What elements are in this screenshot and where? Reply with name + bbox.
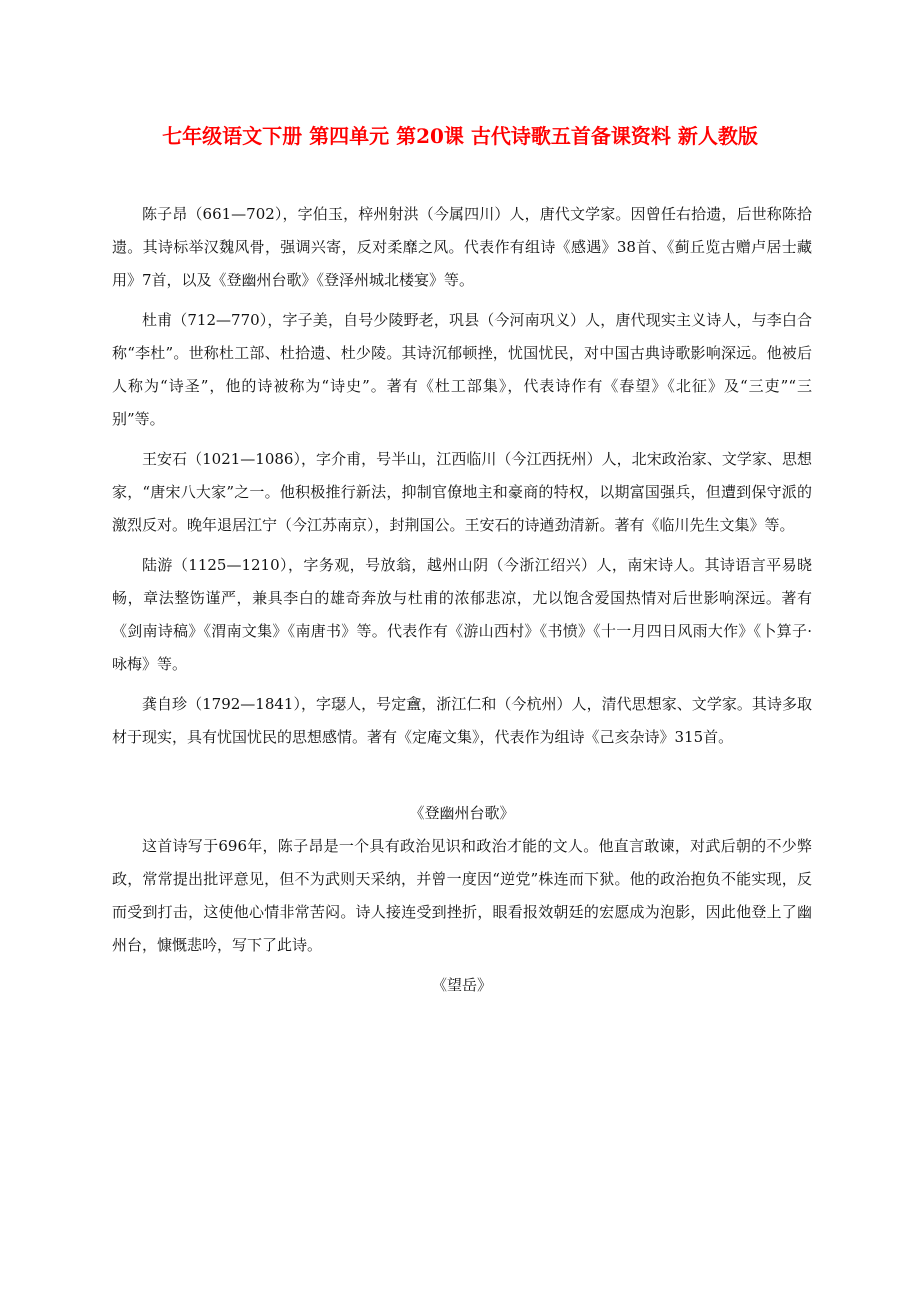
poet-bio-lu-you: 陆游（1125—1210），字务观，号放翁，越州山阴（今浙江绍兴）人，南宋诗人。其诗语言平易晓畅，章法整饬谨严，兼具李白的雄奇奔放与杜甫的浓郁悲凉，尤以饱含爱国热情对后世影响深远。著有《剑南诗稿》《渭南文集》《南唐书》等。代表作有《游山西村》《书愤》《十一月四日风雨大作》《卜算子·咏梅》等。	[112, 556, 812, 673]
poem-heading-dengyouzhoutai: 《登幽州台歌》	[409, 804, 515, 822]
poet-bio-gong-zizhen: 龚自珍（1792—1841），字璱人，号定盦，浙江仁和（今杭州）人，清代思想家、文学家。其诗多取材于现实，具有忧国忧民的思想感情。著有《定庵文集》，代表作为组诗《己亥杂诗》315首。	[112, 695, 812, 746]
poem-heading-wangyue: 《望岳》	[431, 976, 492, 994]
poem-background-dengyouzhoutai: 这首诗写于696年，陈子昂是一个具有政治见识和政治才能的文人。他直言敢谏，对武后朝的不少弊政，常常提出批评意见，但不为武则天采纳，并曾一度因“逆党”株连而下狱。他的政治抱负不能实现，反而受到打击，这使他心情非常苦闷。诗人接连受到挫折，眼看报效朝廷的宏愿成为泡影，因此他登上了幽州台，慷慨悲吟，写下了此诗。	[112, 837, 812, 954]
section-spacer	[112, 761, 812, 797]
poet-bio-du-fu: 杜甫（712—770），字子美，自号少陵野老，巩县（今河南巩义）人，唐代现实主义诗人，与李白合称“李杜”。世称杜工部、杜拾遗、杜少陵。其诗沉郁顿挫，忧国忧民，对中国古典诗歌影响深远。他被后人称为“诗圣”，他的诗被称为“诗史”。著有《杜工部集》，代表诗作有《春望》《北征》及“三吏”“三别”等。	[112, 311, 812, 428]
poet-bio-wang-anshi: 王安石（1021—1086），字介甫，号半山，江西临川（今江西抚州）人，北宋政治家、文学家、思想家，“唐宋八大家”之一。他积极推行新法，抑制官僚地主和豪商的特权，以期富国强兵，但遭到保守派的激烈反对。晚年退居江宁（今江苏南京），封荆国公。王安石的诗遒劲清新。著有《临川先生文集》等。	[112, 450, 812, 534]
poet-bio-chen-ziang: 陈子昂（661—702），字伯玉，梓州射洪（今属四川）人，唐代文学家。因曾任右拾遗，后世称陈拾遗。其诗标举汉魏风骨，强调兴寄，反对柔靡之风。代表作有组诗《感遇》38首、《蓟丘览古赠卢居士藏用》7首，以及《登幽州台歌》《登泽州城北楼宴》等。	[112, 205, 812, 289]
document-title: 七年级语文下册 第四单元 第20课 古代诗歌五首备课资料 新人教版	[162, 124, 758, 148]
document-body	[112, 198, 812, 1002]
